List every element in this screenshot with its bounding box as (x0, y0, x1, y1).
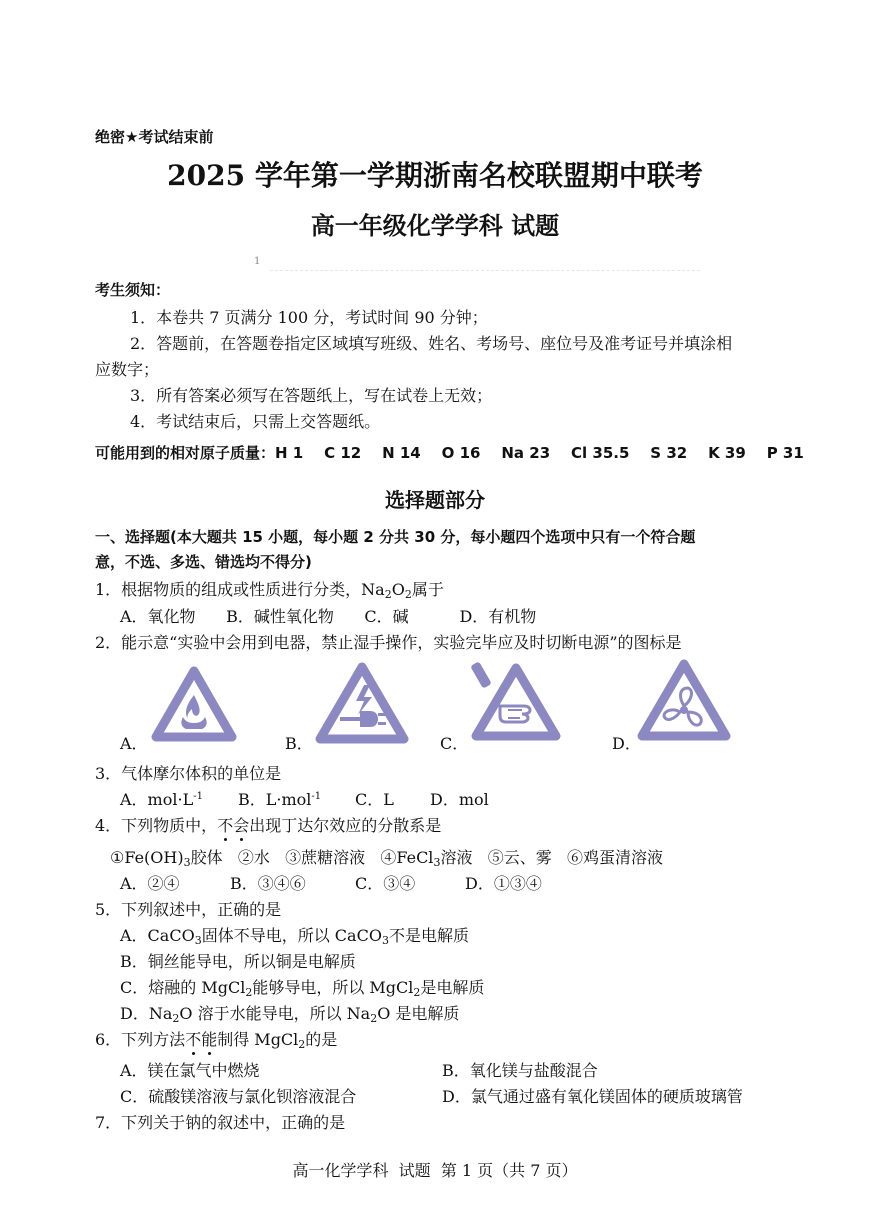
notice-item-1: 1．本卷共 7 页满分 100 分，考试时间 90 分钟； (130, 308, 488, 327)
question-1-options: A．氧化物 B．碱性氧化物 C．碱 D．有机物 (120, 607, 537, 626)
flame-warning-icon (150, 665, 238, 743)
instructions-line-2: 意，不选、多选、错选均不得分) (95, 553, 312, 571)
notice-heading: 考生须知： (95, 281, 171, 299)
question-3-option-c: C．L (355, 790, 394, 809)
faint-divider (270, 270, 700, 271)
faint-mark: 1 (254, 256, 261, 267)
question-7-stem: 7．下列关于钠的叙述中，正确的是 (95, 1113, 346, 1132)
question-3-option-b: B．L·mol$^{-1}$ (238, 790, 322, 809)
question-4-option-c: C．③④ (355, 874, 416, 893)
instructions-line-1: 一、选择题(本大题共 15 小题，每小题 2 分共 30 分，每小题四个选项中只有一个符合题 (95, 528, 696, 546)
question-1-stem: 1．根据物质的组成或性质进行分类，$Na_2O_2$属于 (95, 580, 444, 601)
question-5-option-b: B．铜丝能导电，所以铜是电解质 (120, 952, 356, 971)
notice-item-4: 4．考试结束后，只需上交答题纸。 (130, 412, 381, 431)
exam-title: 2025 学年第一学期浙南名校联盟期中联考 (167, 159, 703, 192)
question-6-option-d: D．氯气通过盛有氧化镁固体的硬质玻璃管 (442, 1087, 743, 1106)
notice-item-3: 3．所有答案必须写在答题纸上，写在试卷上无效； (130, 386, 493, 405)
electric-plug-warning-icon (314, 661, 410, 745)
question-2-label-b: B． (285, 734, 313, 753)
question-3-stem: 3．气体摩尔体积的单位是 (95, 764, 282, 783)
question-6-option-c: C．硫酸镁溶液与氯化钡溶液混合 (120, 1087, 357, 1106)
question-4-items: $①Fe(OH)_3$胶体 ②水 ③蔗糖溶液 ④FeCl$_3$溶液 ⑤云、雾 ⑥鸡蛋清溶液 (110, 848, 663, 869)
question-5-option-d: D．$Na_2O$ 溶于水能导电，所以 $Na_2O$ 是电解质 (120, 1004, 460, 1025)
page-footer: 高一化学学科 试题 第 1 页（共 7 页） (292, 1161, 578, 1180)
question-5-option-c: C．熔融的 MgCl$_2$能够导电，所以 MgCl$_2$是电解质 (120, 978, 485, 999)
question-6-option-b: B．氧化镁与盐酸混合 (442, 1061, 598, 1080)
question-4-option-b: B．③④⑥ (230, 874, 306, 893)
question-2-label-a: A． (120, 734, 148, 753)
question-3-option-d: D．mol (430, 790, 489, 809)
hand-safety-warning-icon (470, 662, 562, 742)
question-4-stem: 4．下列物质中，不会出现丁达尔效应的分散系是 (95, 816, 442, 835)
question-6-option-a: A．镁在氯气中燃烧 (120, 1061, 260, 1080)
fan-warning-icon (636, 658, 732, 742)
question-5-stem: 5．下列叙述中，正确的是 (95, 900, 282, 919)
question-4-option-a: A．②④ (120, 874, 180, 893)
question-2-stem: 2．能示意“实验中会用到电器，禁止湿手操作，实验完毕应及时切断电源”的图标是 (95, 633, 682, 652)
atomic-mass-line: 可能用到的相对原子质量：H 1 C 12 N 14 O 16 Na 23 Cl 35.5 S 32 K 39 P 31 (95, 444, 804, 462)
question-2-label-d: D． (612, 734, 641, 753)
question-4-option-d: D．①③④ (465, 874, 542, 893)
exam-subtitle: 高一年级化学学科 试题 (310, 212, 560, 240)
notice-item-2-cont: 应数字； (95, 360, 160, 379)
section-title: 选择题部分 (385, 488, 485, 512)
question-2-label-c: C． (440, 734, 469, 753)
question-5-option-a: A．CaCO$_3$固体不导电，所以 CaCO$_3$不是电解质 (120, 926, 469, 947)
question-3-option-a: A．$mol\cdot L^{-1}$ (120, 790, 203, 809)
notice-item-2: 2．答题前，在答题卷指定区域填写班级、姓名、考场号、座位号及准考证号并填涂相 (130, 334, 733, 353)
confidential-label: 绝密★考试结束前 (95, 128, 214, 146)
question-6-stem: 6．下列方法不能制得 MgCl$_2$的是 (95, 1030, 338, 1051)
